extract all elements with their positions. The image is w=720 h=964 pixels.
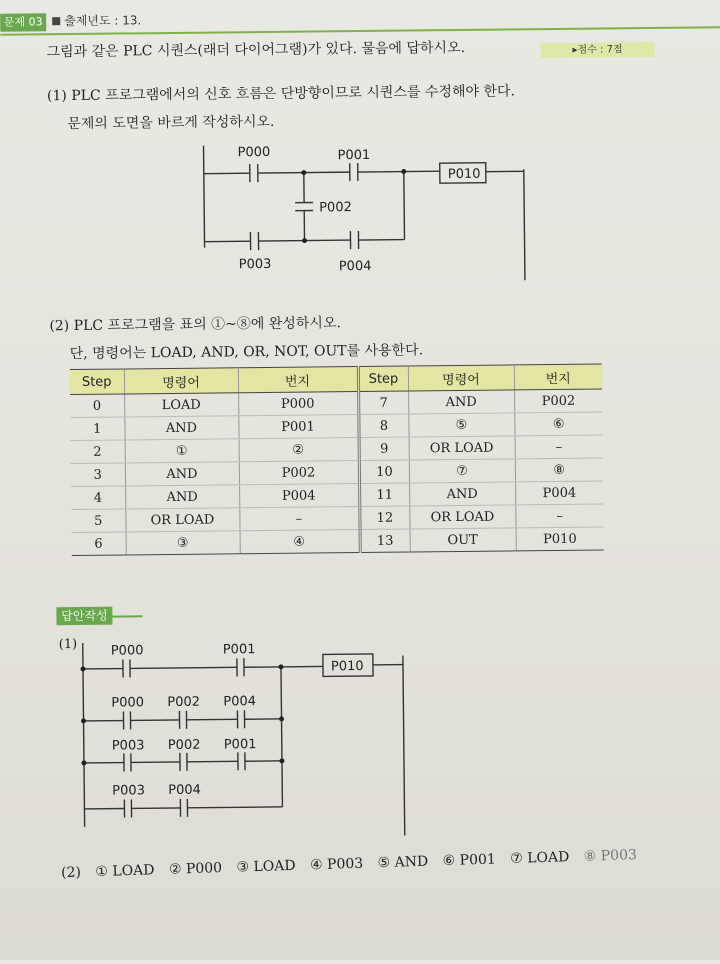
answer-part1-label: (1): [59, 637, 78, 652]
square-bullet-icon: [52, 17, 60, 25]
table-cell: AND: [408, 390, 514, 414]
table-cell: –: [515, 504, 603, 528]
answer-item: ② P000: [169, 860, 223, 878]
header-step: Step: [358, 366, 408, 392]
table-cell: 11: [359, 483, 409, 507]
answer-item: ⑥ P001: [442, 852, 496, 870]
table-cell: P010: [516, 527, 604, 551]
table-cell: –: [239, 507, 359, 531]
answer-item: ④ P003: [310, 856, 364, 874]
table-cell: 13: [360, 529, 410, 553]
part2-instruction: (2) PLC 프로그램을 표의 ①~⑧에 완성하시오.: [49, 312, 341, 335]
header-address: 번지: [238, 367, 358, 393]
answer-part2-label: (2): [61, 865, 81, 882]
table-cell: 1: [70, 417, 124, 441]
table-cell: 3: [71, 463, 125, 487]
answer-item: ③ LOAD: [236, 858, 296, 876]
score-label: ▸점수 : 7점: [540, 42, 654, 58]
contact-label: P001: [223, 642, 256, 657]
table-cell: 5: [71, 509, 125, 533]
instruction-table: [70, 363, 604, 556]
table-cell: P000: [238, 392, 358, 416]
table-cell: 9: [359, 437, 409, 461]
contact-label: P002: [167, 695, 200, 710]
contact-label: P001: [338, 148, 371, 163]
answer-tag: 답안작성: [56, 607, 112, 626]
part2-instruction-cont: 단, 명령어는 LOAD, AND, OR, NOT, OUT를 사용한다.: [70, 339, 424, 363]
header-instruction: 명령어: [408, 365, 514, 391]
table-cell: 12: [359, 506, 409, 530]
table-row: [72, 527, 604, 556]
answer-part2: [61, 847, 647, 881]
table-cell: OUT: [410, 528, 516, 552]
answer-item: ⑦ LOAD: [510, 849, 570, 867]
table-cell: 10: [359, 460, 409, 484]
coil-label: P010: [331, 659, 364, 674]
contact-label: P003: [112, 738, 145, 753]
table-cell: P002: [514, 389, 602, 413]
table-cell: 6: [72, 532, 126, 556]
part1-instruction-cont: 문제의 도면을 바르게 작성하시오.: [67, 111, 274, 133]
chapter-tag: 문제 03: [0, 13, 46, 31]
table-cell: AND: [409, 482, 515, 506]
part1-instruction: (1) PLC 프로그램에서의 신호 흐름은 단방향이므로 시퀀스를 수정해야 한다.: [47, 80, 515, 105]
table-cell: ⑤: [408, 413, 514, 437]
answer-item: ⑧ P003: [584, 847, 638, 865]
contact-label: P002: [319, 200, 352, 215]
contact-label: P004: [339, 259, 372, 274]
table-cell: OR LOAD: [125, 508, 239, 532]
contact-label: P001: [224, 737, 257, 752]
table-cell: P001: [238, 415, 358, 439]
question-ladder-diagram: [181, 134, 543, 288]
table-cell: AND: [124, 416, 238, 440]
contact-label: P000: [111, 695, 144, 710]
table-cell: AND: [125, 485, 239, 509]
answer-item: ① LOAD: [95, 862, 155, 880]
header-instruction: 명령어: [124, 368, 238, 394]
table-cell: ①: [125, 439, 239, 463]
table-cell: P004: [239, 484, 359, 508]
table-cell: ②: [239, 438, 359, 462]
table-cell: 7: [358, 391, 408, 415]
table-cell: ④: [240, 530, 360, 554]
table-cell: –: [515, 435, 603, 459]
answer-tag-underline: [112, 615, 142, 617]
table-cell: OR LOAD: [409, 436, 515, 460]
table-cell: 2: [71, 440, 125, 464]
table-cell: 8: [358, 414, 408, 438]
table-cell: OR LOAD: [409, 505, 515, 529]
table-cell: ⑥: [514, 412, 602, 436]
contact-label: P002: [168, 738, 201, 753]
contact-label: P004: [223, 694, 256, 709]
header-address: 번지: [514, 364, 602, 390]
table-cell: P002: [239, 461, 359, 485]
contact-label: P000: [111, 643, 144, 658]
contact-label: P003: [112, 783, 145, 798]
table-cell: ③: [126, 531, 240, 555]
table-cell: AND: [125, 462, 239, 486]
answer-item: ⑤ AND: [377, 854, 428, 872]
table-cell: LOAD: [124, 393, 238, 417]
coil-label: P010: [448, 167, 481, 182]
contact-label: P004: [168, 783, 201, 798]
contact-label: P003: [239, 257, 272, 272]
table-cell: ⑧: [515, 458, 603, 482]
question-title: 그림과 같은 PLC 시퀀스(래더 다이어그램)가 있다. 물음에 답하시오.: [46, 37, 465, 61]
table-cell: 4: [71, 486, 125, 510]
table-cell: 0: [70, 394, 124, 418]
contact-label: P000: [238, 145, 271, 160]
table-cell: P004: [515, 481, 603, 505]
table-cell: ⑦: [409, 459, 515, 483]
exam-year: 출제년도 : 13.: [64, 11, 141, 29]
header-step: Step: [70, 369, 124, 395]
answer-ladder-diagram: [67, 635, 429, 839]
